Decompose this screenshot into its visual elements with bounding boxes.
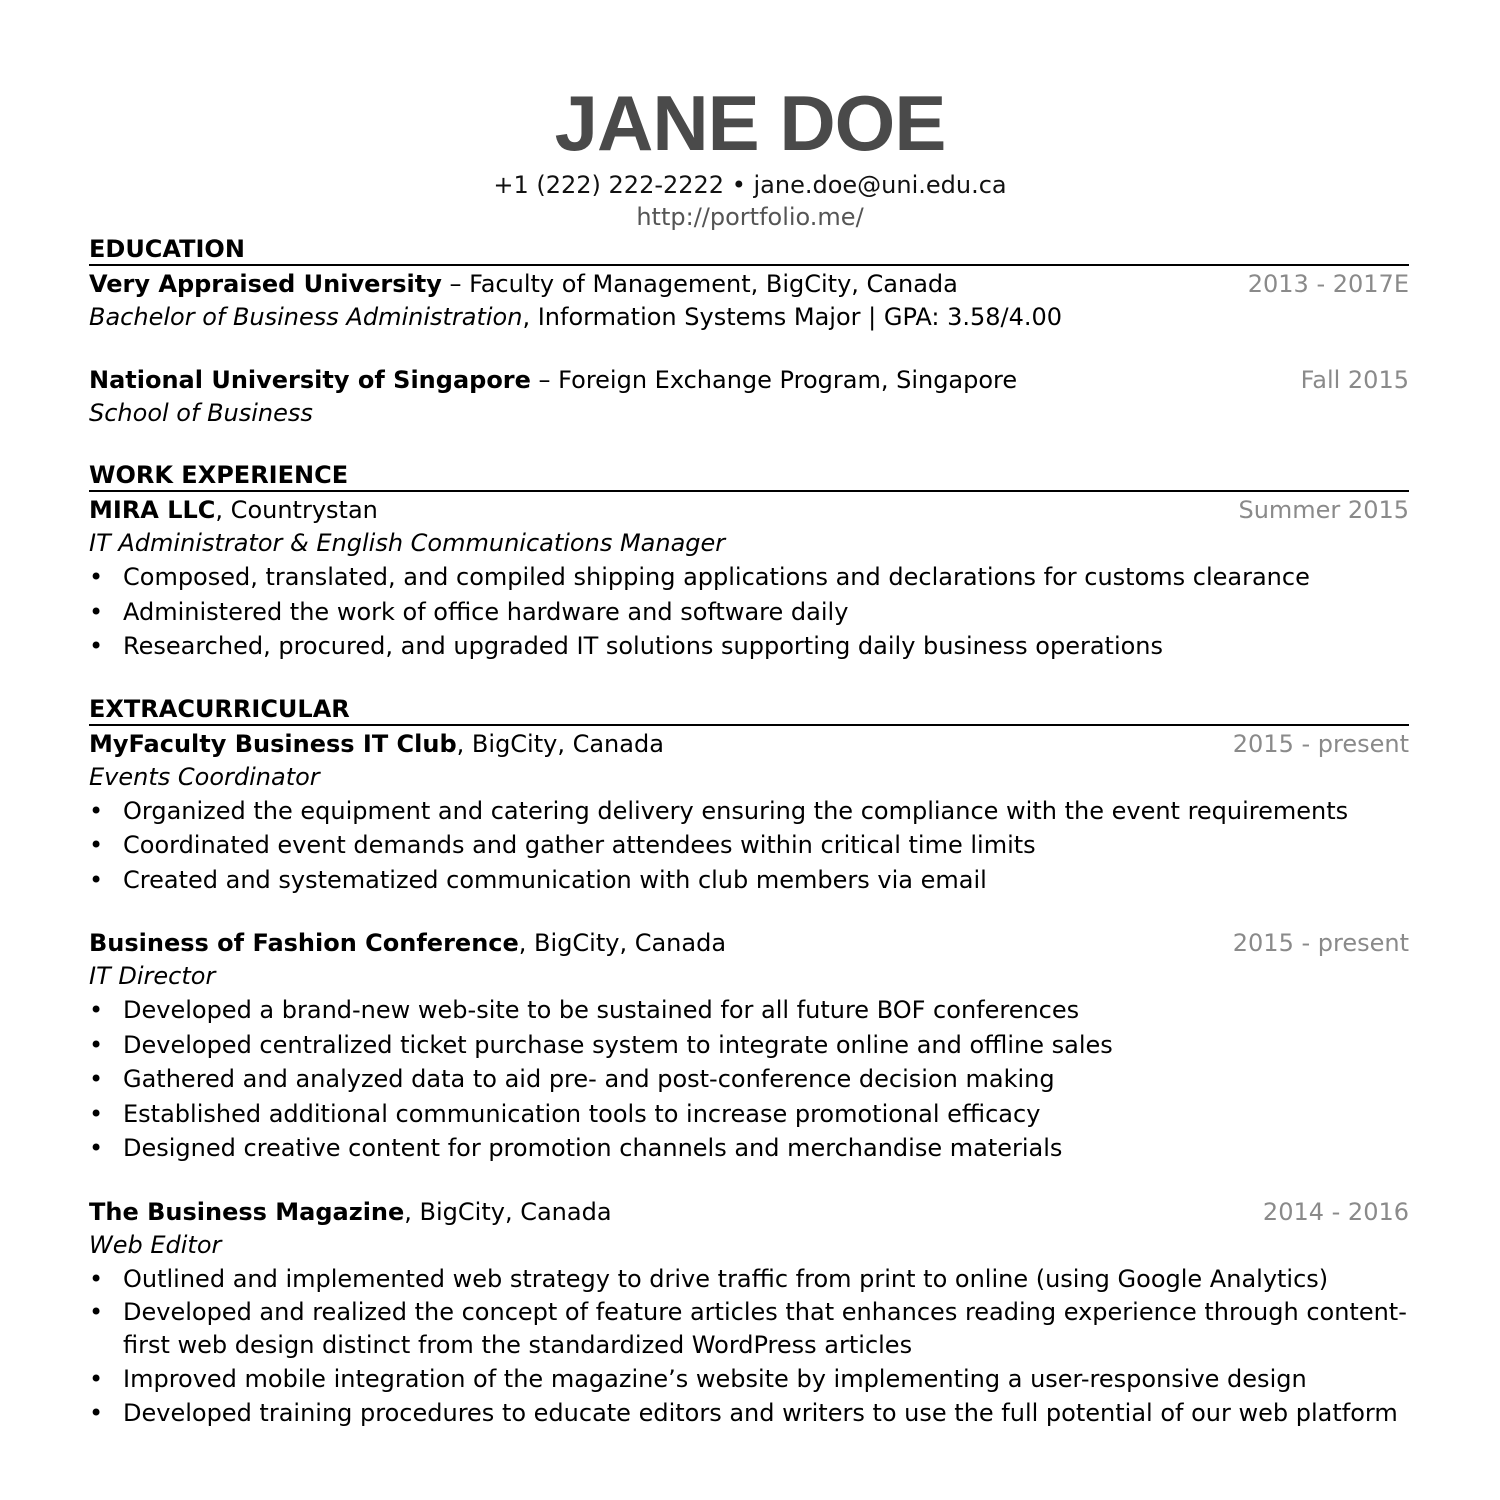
extracurricular-entry-header: [89, 728, 1409, 761]
list-item: • Developed and realized the concept of feature articles that enhances reading experience through content-first web design distinct from the standardized WordPress articles: [89, 1298, 1407, 1359]
list-item: • Developed a brand-new web-site to be sustained for all future BOF conferences: [89, 996, 1080, 1024]
list-item: • Developed centralized ticket purchase system to integrate online and offline sales: [89, 1030, 1113, 1059]
candidate-name: JANE DOE: [554, 79, 946, 167]
list-item: • Established additional communication tools to increase promotional efficacy: [89, 1099, 1041, 1128]
contact-block: [0, 170, 1500, 232]
resume-body: [89, 234, 1409, 1430]
list-item: • Developed training procedures to educate editors and writers to use the full potential of our web platform: [89, 1398, 1398, 1427]
extracurricular-bullets: [89, 1262, 1409, 1430]
list-item: • Researched, procured, and upgraded IT solutions supporting daily business operations: [89, 632, 1164, 660]
list-item: • Administered the work of office hardware and software daily: [89, 597, 849, 626]
education-org-detail: – Faculty of Management, BigCity, Canada: [441, 270, 958, 298]
degree-detail: , Information Systems Major | GPA: 3.58/4.00: [522, 303, 1063, 331]
section-title-work-experience: WORK EXPERIENCE: [89, 460, 1409, 492]
degree-name: Bachelor of Business Administration: [89, 303, 523, 331]
extracurricular-date: 2015 - present: [1232, 729, 1409, 758]
extracurricular-org: The Business Magazine: [89, 1197, 405, 1226]
list-item: • Improved mobile integration of the magazine’s website by implementing a user-responsive design: [89, 1365, 1307, 1393]
portfolio-link[interactable]: http://portfolio.me/: [636, 203, 864, 231]
extracurricular-entry-header: [89, 1196, 1409, 1229]
extracurricular-role: Events Coordinator: [89, 762, 320, 791]
education-org-detail: – Foreign Exchange Program, Singapore: [530, 366, 1018, 394]
extracurricular-role: IT Director: [89, 962, 216, 990]
section-title-extracurricular: EXTRACURRICULAR: [89, 694, 1409, 726]
list-item: • Composed, translated, and compiled shipping applications and declarations for customs clearance: [89, 563, 1310, 591]
extracurricular-org-detail: , BigCity, Canada: [456, 729, 664, 758]
extracurricular-bullets: [89, 794, 1409, 898]
education-org: National University of Singapore: [89, 366, 531, 394]
work-bullets: [89, 560, 1409, 664]
work-date: Summer 2015: [1238, 496, 1409, 524]
education-school: School of Business: [89, 399, 313, 427]
extracurricular-org: Business of Fashion Conference: [89, 929, 519, 957]
extracurricular-entry-header: [89, 927, 1409, 960]
work-role: IT Administrator & English Communications Manager: [89, 529, 726, 557]
list-item: • Created and systematized communication with club members via email: [89, 865, 987, 894]
list-item: • Outlined and implemented web strategy to drive traffic from print to online (using Google Analytics): [89, 1264, 1329, 1293]
education-degree: [89, 301, 1409, 334]
work-org-detail: , Countrystan: [215, 496, 378, 524]
extracurricular-date: 2015 - present: [1232, 929, 1409, 957]
section-title-education: EDUCATION: [89, 234, 1409, 266]
extracurricular-date: 2014 - 2016: [1262, 1197, 1409, 1226]
extracurricular-bullets: [89, 993, 1409, 1166]
education-entry-header: [89, 364, 1409, 397]
extracurricular-org-detail: , BigCity, Canada: [404, 1197, 612, 1226]
education-date: Fall 2015: [1300, 366, 1409, 394]
list-item: • Coordinated event demands and gather attendees within critical time limits: [89, 831, 1036, 859]
work-entry-header: [89, 494, 1409, 527]
education-date: 2013 - 2017E: [1247, 270, 1409, 298]
extracurricular-role: Web Editor: [89, 1230, 222, 1259]
contact-line: +1 (222) 222-2222 • jane.doe@uni.edu.ca: [493, 171, 1007, 199]
list-item: • Organized the equipment and catering delivery ensuring the compliance with the event requirements: [89, 796, 1349, 825]
list-item: • Designed creative content for promotion channels and merchandise materials: [89, 1134, 1063, 1162]
extracurricular-org: MyFaculty Business IT Club: [89, 729, 457, 758]
education-entry-header: [89, 268, 1409, 301]
work-org: MIRA LLC: [89, 496, 216, 524]
education-org: Very Appraised University: [89, 270, 442, 298]
list-item: • Gathered and analyzed data to aid pre- and post-conference decision making: [89, 1065, 1055, 1093]
extracurricular-org-detail: , BigCity, Canada: [518, 929, 727, 957]
